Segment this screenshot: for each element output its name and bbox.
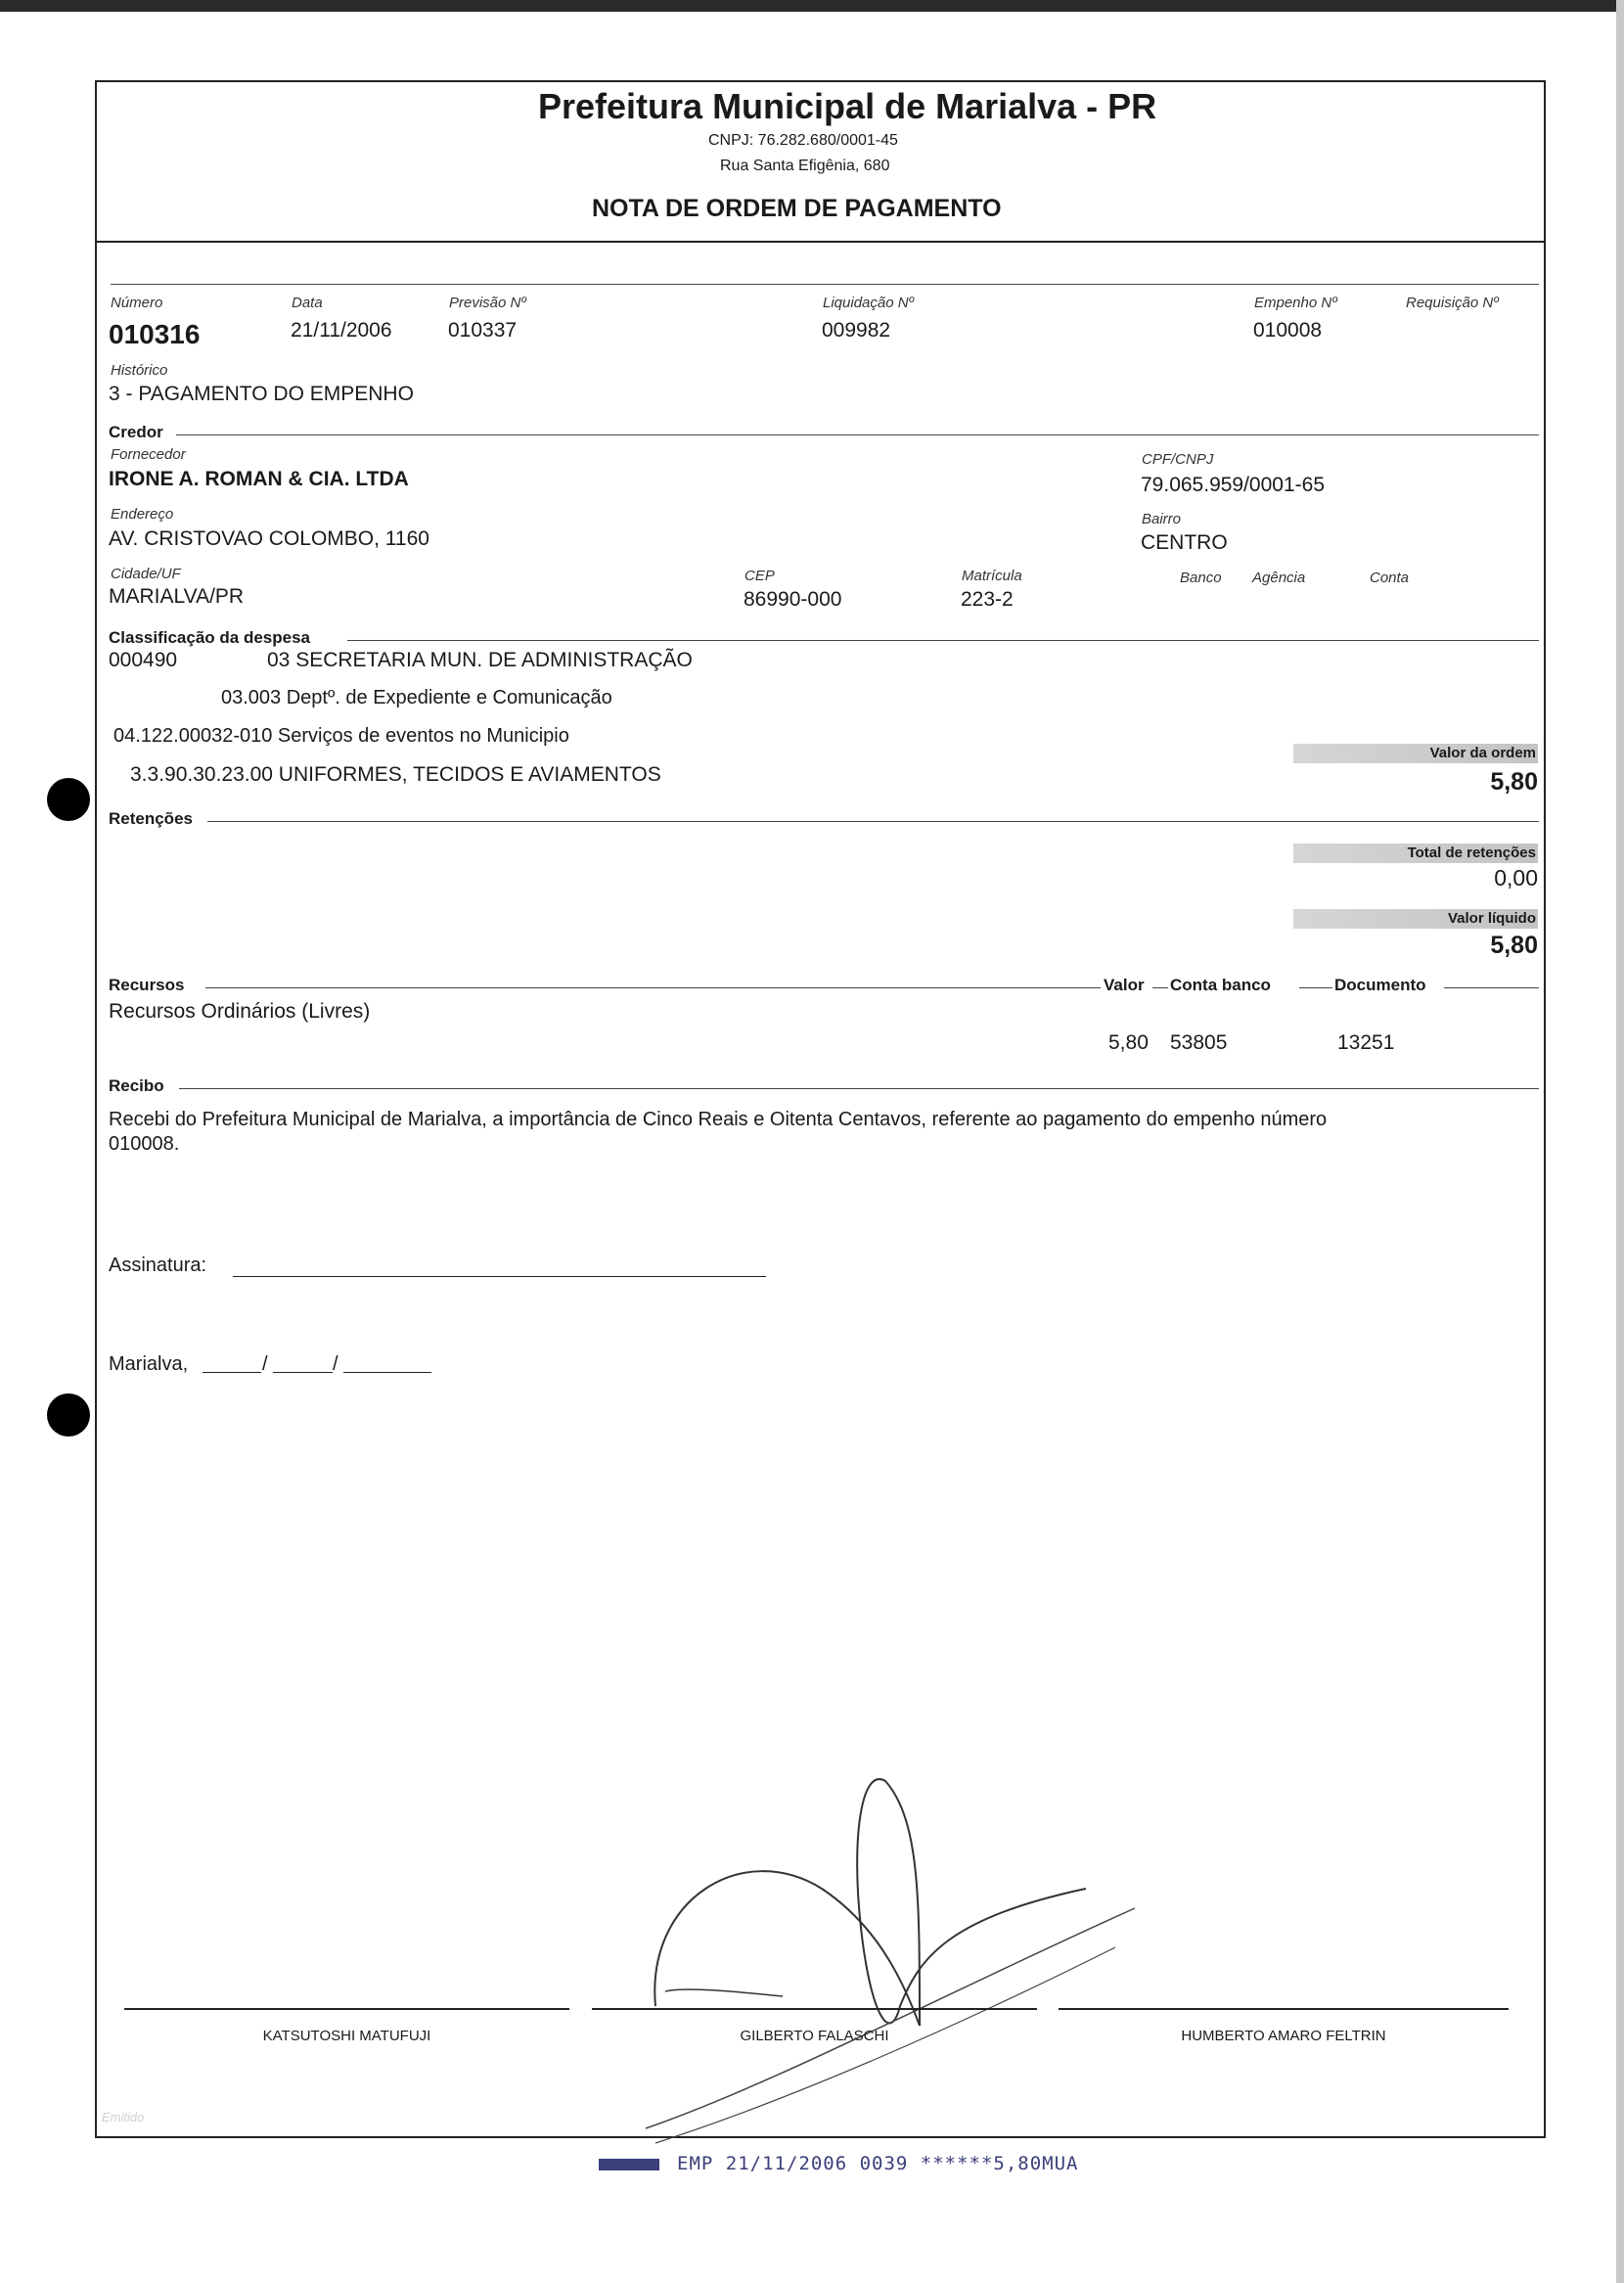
matricula-label: Matrícula bbox=[962, 568, 1022, 584]
recibo-text-line1: Recebi do Prefeitura Municipal de Marialva, a importância de Cinco Reais e Oitenta Centavos, referente ao pagamento do empenho número bbox=[109, 1109, 1328, 1130]
endereco-value: AV. CRISTOVAO COLOMBO, 1160 bbox=[109, 527, 429, 550]
recursos-rule-2 bbox=[1152, 987, 1168, 988]
valor-liquido-label: Valor líquido bbox=[1447, 910, 1536, 927]
recursos-valor: 5,80 bbox=[1108, 1031, 1149, 1054]
scan-border-right bbox=[1616, 0, 1624, 2283]
assinatura-label: Assinatura: bbox=[109, 1255, 207, 1276]
liquidacao-value: 009982 bbox=[822, 319, 891, 342]
date-sep-1: / bbox=[262, 1353, 268, 1375]
recursos-rule bbox=[205, 987, 1101, 988]
elemento: 3.3.90.30.23.00 UNIFORMES, TECIDOS E AVIAMENTOS bbox=[130, 763, 661, 786]
secretaria: 03 SECRETARIA MUN. DE ADMINISTRAÇÃO bbox=[267, 649, 693, 671]
matricula-value: 223-2 bbox=[961, 588, 1014, 611]
recibo-section: Recibo bbox=[109, 1076, 164, 1095]
valor-ordem-label: Valor da ordem bbox=[1429, 745, 1536, 761]
recursos-documento-label: Documento bbox=[1334, 976, 1426, 994]
recursos-section: Recursos bbox=[109, 976, 185, 994]
top-rule bbox=[111, 284, 1539, 285]
date-day-line bbox=[203, 1372, 261, 1373]
org-cnpj: CNPJ: 76.282.680/0001-45 bbox=[708, 132, 898, 149]
recursos-conta: 53805 bbox=[1170, 1031, 1228, 1054]
signature-name-right: HUMBERTO AMARO FELTRIN bbox=[1181, 2028, 1386, 2044]
previsao-value: 010337 bbox=[448, 319, 518, 342]
date-month-line bbox=[273, 1372, 333, 1373]
recursos-conta-label: Conta banco bbox=[1170, 976, 1271, 994]
total-retencoes-label: Total de retenções bbox=[1407, 845, 1536, 861]
retencoes-rule bbox=[207, 821, 1539, 822]
total-retencoes-value: 0,00 bbox=[1494, 865, 1538, 890]
recibo-text-line2: 010008. bbox=[109, 1133, 180, 1155]
empenho-label: Empenho Nº bbox=[1254, 295, 1337, 311]
punch-hole-bottom bbox=[47, 1393, 90, 1437]
agencia-label: Agência bbox=[1252, 570, 1306, 586]
retencoes-section: Retenções bbox=[109, 809, 193, 828]
recursos-rule-3 bbox=[1299, 987, 1332, 988]
endereco-label: Endereço bbox=[111, 506, 174, 523]
cep-label: CEP bbox=[744, 568, 775, 584]
signature-line-left bbox=[124, 2008, 569, 2010]
historico-label: Histórico bbox=[111, 362, 168, 379]
recursos-rule-4 bbox=[1444, 987, 1539, 988]
payment-stamp bbox=[599, 2153, 1079, 2174]
cpf-label: CPF/CNPJ bbox=[1142, 451, 1214, 468]
handwritten-signature bbox=[626, 1761, 1154, 2163]
data-value: 21/11/2006 bbox=[291, 319, 392, 342]
liquidacao-label: Liquidação Nº bbox=[823, 295, 915, 311]
signature-name-center: GILBERTO FALASCHI bbox=[740, 2028, 889, 2044]
recursos-valor-label: Valor bbox=[1104, 976, 1145, 994]
cpf-value: 79.065.959/0001-65 bbox=[1141, 474, 1326, 496]
funcional: 04.122.00032-010 Serviços de eventos no Municipio bbox=[113, 725, 569, 747]
date-sep-2: / bbox=[333, 1353, 338, 1375]
scan-border-top bbox=[0, 0, 1624, 12]
assinatura-line bbox=[233, 1276, 766, 1277]
signature-line-right bbox=[1059, 2008, 1509, 2010]
date-year-line bbox=[343, 1372, 431, 1373]
cidade-label: Cidade/UF bbox=[111, 566, 181, 582]
header-divider bbox=[95, 241, 1546, 243]
numero-label: Número bbox=[111, 295, 163, 311]
empenho-value: 010008 bbox=[1253, 319, 1323, 342]
emitido-label: Emitido bbox=[102, 2110, 145, 2124]
recibo-rule bbox=[179, 1088, 1539, 1089]
valor-ordem-value: 5,80 bbox=[1490, 768, 1538, 796]
recursos-documento: 13251 bbox=[1337, 1031, 1395, 1054]
departamento: 03.003 Deptº. de Expediente e Comunicação bbox=[221, 687, 612, 708]
document-title: NOTA DE ORDEM DE PAGAMENTO bbox=[592, 195, 1002, 222]
despesa-code: 000490 bbox=[109, 649, 178, 671]
org-address: Rua Santa Efigênia, 680 bbox=[720, 158, 890, 174]
fornecedor-label: Fornecedor bbox=[111, 446, 186, 463]
bairro-value: CENTRO bbox=[1141, 531, 1228, 554]
banco-label: Banco bbox=[1180, 570, 1222, 586]
recursos-descricao: Recursos Ordinários (Livres) bbox=[109, 1000, 371, 1023]
requisicao-label: Requisição Nº bbox=[1406, 295, 1499, 311]
signature-line-center bbox=[592, 2008, 1037, 2010]
data-label: Data bbox=[292, 295, 323, 311]
credor-section: Credor bbox=[109, 423, 163, 441]
bairro-label: Bairro bbox=[1142, 511, 1182, 527]
cidade-value: MARIALVA/PR bbox=[109, 585, 245, 608]
credor-rule bbox=[176, 434, 1539, 435]
previsao-label: Previsão Nº bbox=[449, 295, 526, 311]
conta-label: Conta bbox=[1370, 570, 1410, 586]
punch-hole-top bbox=[47, 778, 90, 821]
cep-value: 86990-000 bbox=[744, 588, 842, 611]
classificacao-section: Classificação da despesa bbox=[109, 628, 311, 647]
stamp-mark bbox=[599, 2159, 659, 2170]
payment-stamp-text: EMP 21/11/2006 0039 ******5,80MUA bbox=[677, 2153, 1079, 2174]
numero-value: 010316 bbox=[109, 319, 201, 349]
org-title: Prefeitura Municipal de Marialva - PR bbox=[538, 86, 1157, 126]
historico-value: 3 - PAGAMENTO DO EMPENHO bbox=[109, 383, 414, 405]
local-label: Marialva, bbox=[109, 1353, 189, 1375]
classificacao-rule bbox=[347, 640, 1539, 641]
signature-name-left: KATSUTOSHI MATUFUJI bbox=[262, 2028, 431, 2044]
fornecedor-value: IRONE A. ROMAN & CIA. LTDA bbox=[109, 468, 409, 490]
valor-liquido-value: 5,80 bbox=[1490, 932, 1538, 959]
